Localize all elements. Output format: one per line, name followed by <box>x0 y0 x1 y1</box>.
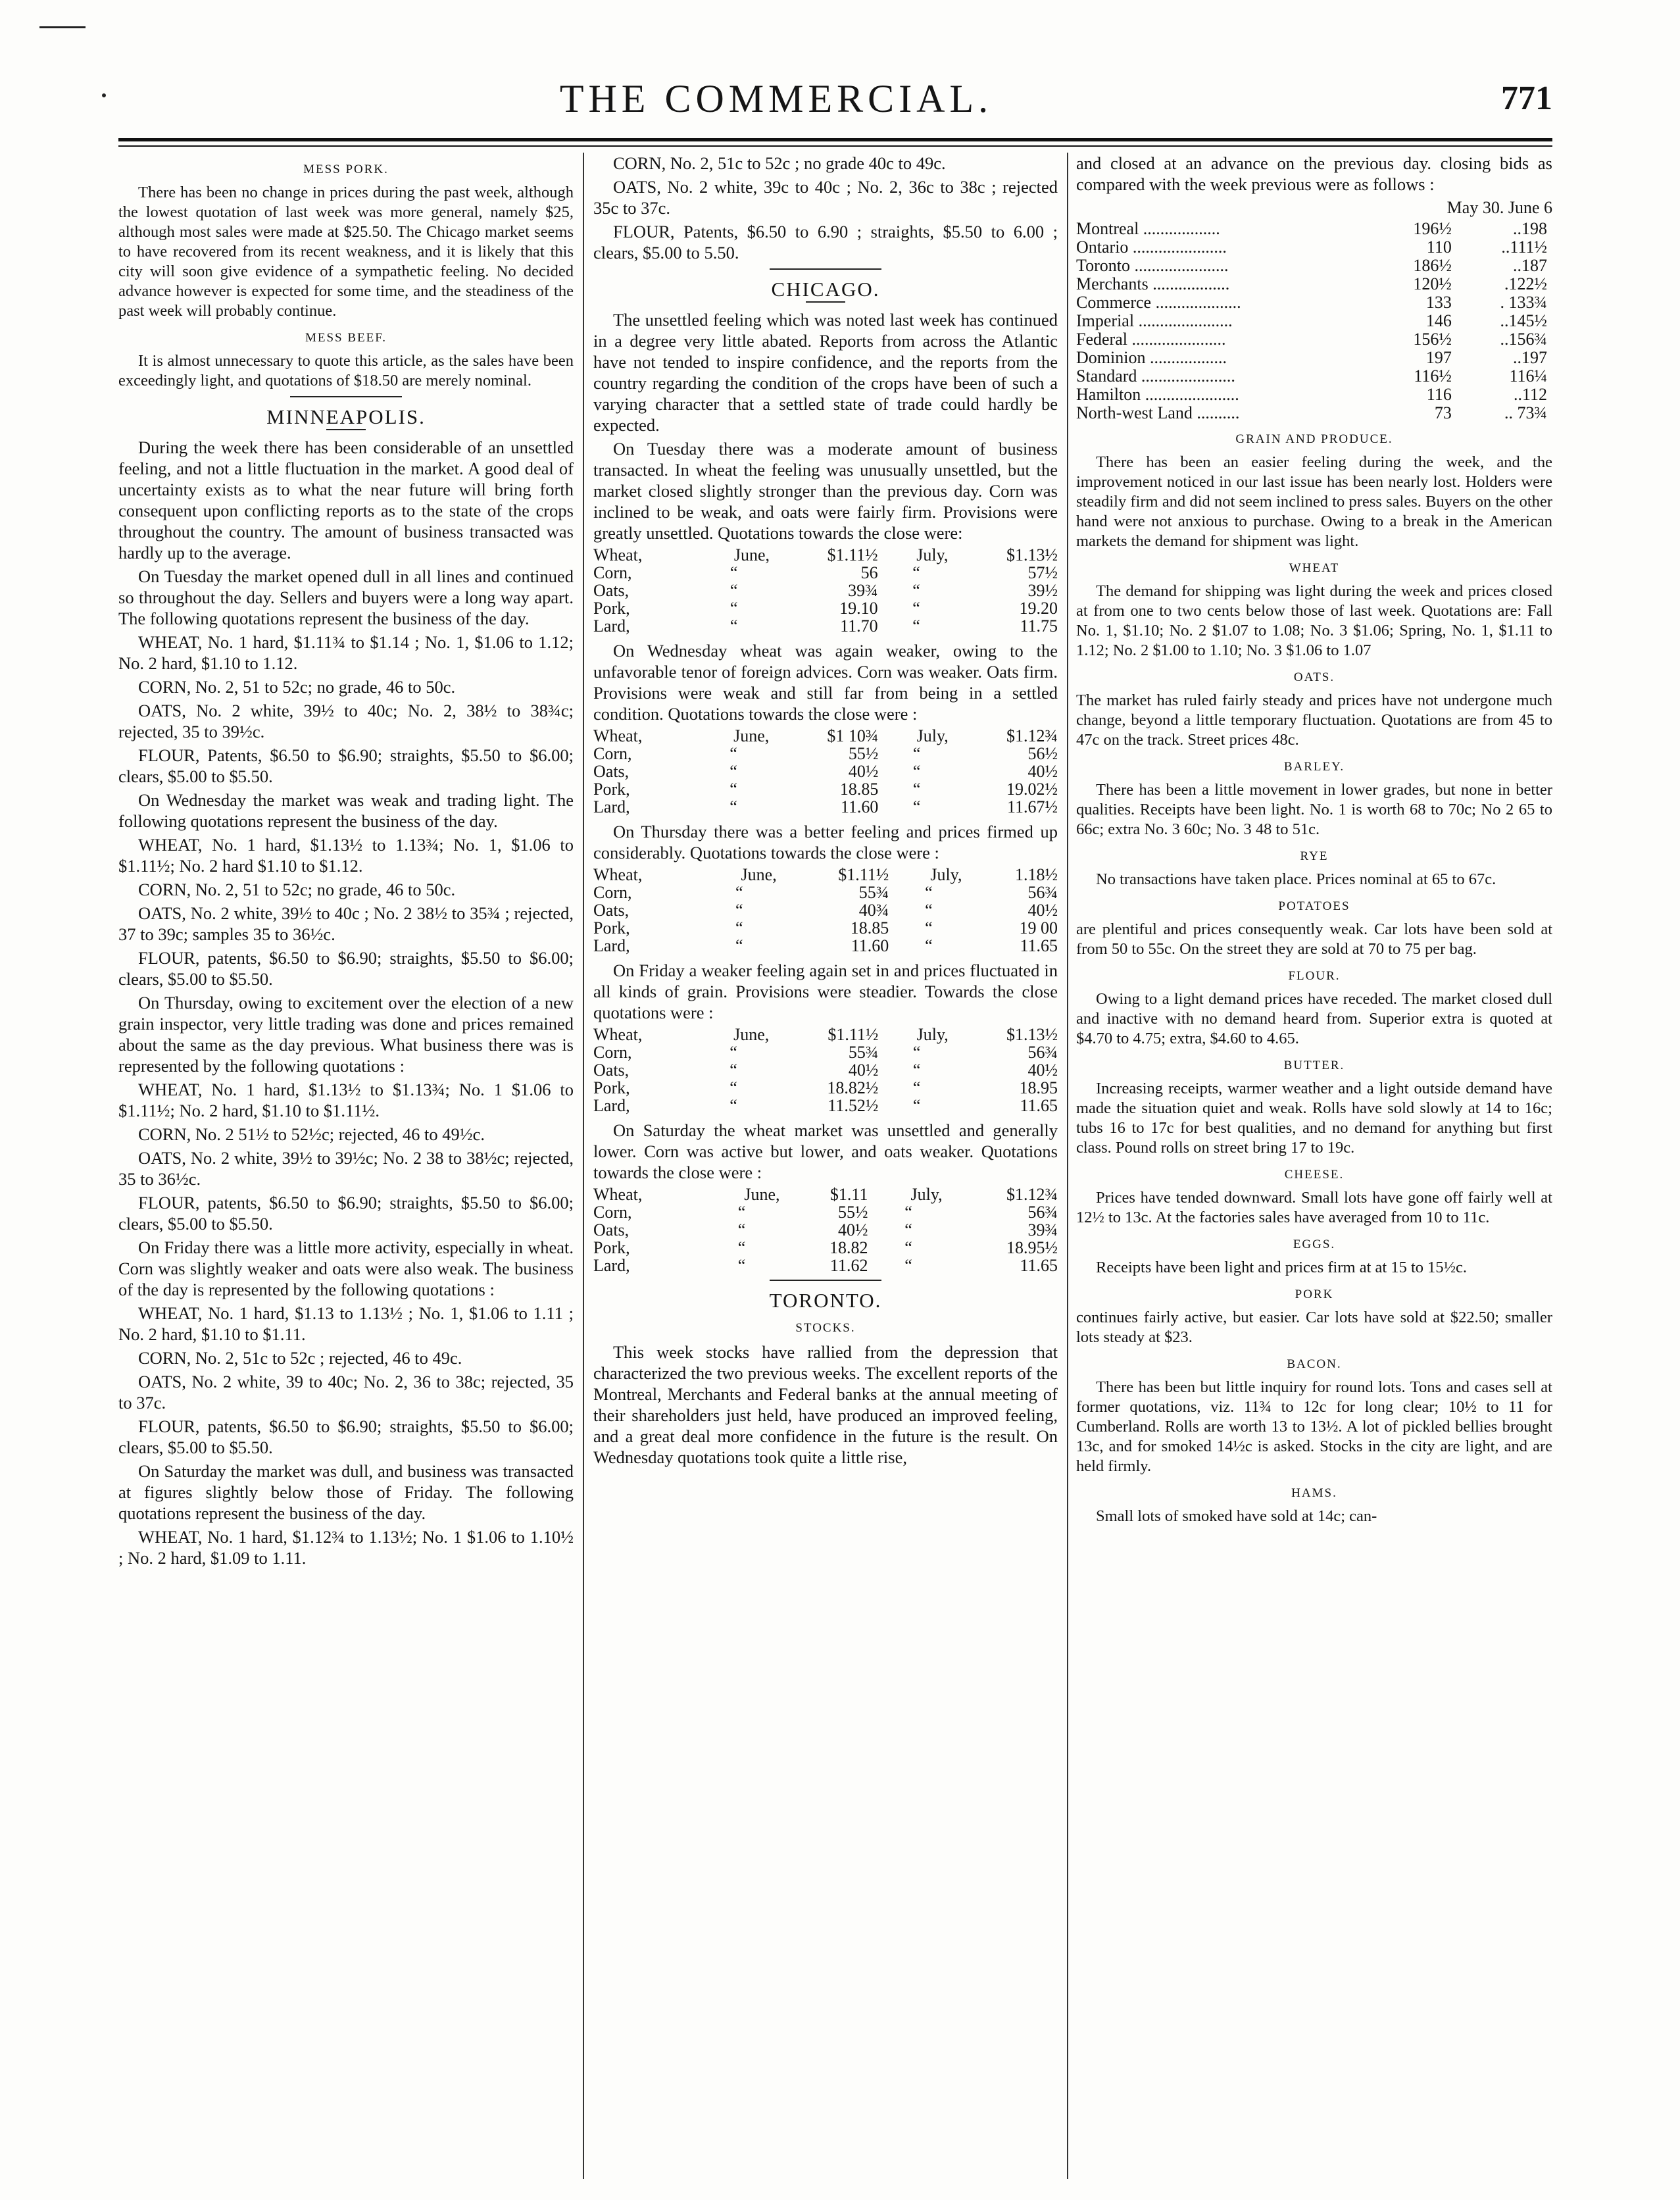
stock-name: Standard ...................... <box>1076 366 1235 386</box>
quotation-cell: “ <box>729 1096 737 1115</box>
quotation-cell: Oats, <box>593 762 630 781</box>
quotation-cell: July, <box>910 1185 943 1204</box>
quotation-cell: 40½ <box>1027 762 1058 781</box>
quotation-cell: 18.95 <box>1019 1078 1058 1097</box>
quotation-cell: “ <box>737 1203 746 1222</box>
quotation-cell: $1.12¾ <box>1006 1185 1058 1204</box>
header-rule-thick <box>118 138 1552 141</box>
quotation-cell: “ <box>912 797 921 816</box>
paragraph: Receipts have been light and prices firm at at 15 to 15½c. <box>1096 1259 1468 1276</box>
quotation-row <box>593 745 1058 762</box>
quotation-cell: 40½ <box>1027 1061 1058 1080</box>
quotation-table <box>593 1026 1058 1114</box>
quotation-cell: Corn, <box>593 744 632 763</box>
quotation-cell: 11.52½ <box>828 1096 879 1115</box>
section-heading: PORK <box>1295 1288 1334 1301</box>
quotation-cell: “ <box>735 883 743 902</box>
quotation-cell: July, <box>916 726 949 745</box>
quotation-cell: “ <box>912 762 921 781</box>
quotation-row <box>593 564 1058 582</box>
paragraph: On Wednesday the market was weak and trading light. The following quotations represent the business of the day. <box>118 790 574 831</box>
paragraph: This week stocks have rallied from the depression that characterized the two previous weeks. The excellent reports of the Montreal, Merchants and Federal banks at the annual meeting of their shareholders just held, have produced an improved feeling, and a great deal more confidence in the future is the result. On Wednesday quotations took quite a little rise, <box>593 1342 1058 1467</box>
section-heading: POTATOES <box>1278 899 1350 913</box>
quotation: CORN, No. 2, 51 to 52c; no grade, 46 to 50c. <box>138 677 456 697</box>
quotation-cell: 11.60 <box>840 797 879 816</box>
quotation-row <box>593 1203 1058 1221</box>
quotation-cell: June, <box>741 865 777 884</box>
paragraph: On Saturday the market was dull, and business was transacted at figures slightly below those of Friday. The following quotations represent the business of the day. <box>118 1461 574 1523</box>
stock-price: ..187 <box>1513 256 1547 275</box>
paragraph: Prices have tended downward. Small lots have gone off fairly well at 12½ to 13c. At the factories sales have averaged from 10 to 11c. <box>1076 1189 1552 1226</box>
quotation-cell: “ <box>737 1220 746 1239</box>
quotation-cell: Pork, <box>593 1238 630 1257</box>
quotation: WHEAT, No. 1 hard, $1.13½ to $1.13¾; No. 1 $1.06 to $1.11½; No. 2 hard, $1.10 to $1.11½. <box>118 1080 574 1120</box>
quotation-row <box>593 582 1058 599</box>
quotation-cell: 56¾ <box>1027 1203 1058 1222</box>
masthead-title: THE COMMERCIAL. <box>559 77 993 120</box>
quotation-cell: “ <box>912 563 920 582</box>
stock-price: ..112 <box>1513 385 1547 404</box>
quotation-cell: “ <box>729 581 738 600</box>
quotation-cell: $1.12¾ <box>1006 726 1058 745</box>
quotation-cell: 18.82½ <box>827 1078 879 1097</box>
quotation-cell: Oats, <box>593 1220 630 1239</box>
quotation-cell: “ <box>912 581 920 600</box>
quotation-cell: “ <box>735 901 743 920</box>
quotation-cell: 11.75 <box>1020 616 1058 636</box>
quotation-cell: 40¾ <box>858 901 889 920</box>
quotation-cell: “ <box>729 616 738 636</box>
stock-price: 110 <box>1426 238 1452 257</box>
section-heading: BACON. <box>1287 1357 1342 1371</box>
quotation: CORN, No. 2, 51c to 52c ; no grade 40c to 49c. <box>613 153 946 173</box>
quotation-cell: 55¾ <box>858 883 889 902</box>
quotation-cell: Corn, <box>593 1203 632 1222</box>
stock-price: 146 <box>1425 311 1452 330</box>
quotation-cell: 55¾ <box>848 1043 879 1062</box>
quotation-cell: 18.85 <box>839 780 879 799</box>
paragraph: continues fairly active, but easier. Car lots have sold at $22.50; smaller lots steady at $23. <box>1076 1309 1552 1346</box>
paragraph: Increasing receipts, warmer weather and a light outside demand have made the situation quiet and weak. Rolls have sold slowly at 14 to 16c; tubs 16 to 17c for best qualities, and no demand for anything but first class. Pound rolls on street bring 17 to 19c. <box>1076 1080 1552 1157</box>
quotation-row <box>593 599 1058 617</box>
paragraph: Owing to a light demand prices have receded. The market closed dull and inactive with no demand heard from. Superior extra is quoted at $4.70 to 4.75; extra, $4.60 to 4.65. <box>1076 990 1552 1047</box>
quotation-cell: 19.20 <box>1019 599 1058 618</box>
stock-name: Hamilton ...................... <box>1076 385 1239 404</box>
stock-row <box>1076 293 1552 312</box>
quotation-row <box>593 617 1058 635</box>
paragraph: and closed at an advance on the previous day. closing bids as compared with the week previous were as follows : <box>1076 153 1552 194</box>
quotation-row <box>593 1079 1058 1097</box>
quotation: OATS, No. 2 white, 39½ to 40c; No. 2, 38½ to 38¾c; rejected, 35 to 39½c. <box>118 701 574 741</box>
quotation-cell: Oats, <box>593 1061 630 1080</box>
paragraph: The unsettled feeling which was noted last week has continued in a degree very little abated. Reports from across the Atlantic have not tended to inspire confidence, and the reports from the country regarding the condition of the crops have been of such a varying character that a settled state of trade could hardly be expected. <box>593 310 1058 435</box>
quotation-cell: 18.85 <box>850 918 889 938</box>
quotation-cell: Lard, <box>593 1096 630 1115</box>
quotation-cell: “ <box>912 1061 921 1080</box>
section-heading: MESS PORK. <box>303 162 389 176</box>
stock-name: Ontario ...................... <box>1076 238 1227 257</box>
paragraph: On Saturday the wheat market was unsettled and generally lower. Corn was active but lower, and oats weaker. Quotations towards the close were : <box>593 1120 1058 1182</box>
stock-row <box>1076 349 1552 367</box>
quotation-cell: Corn, <box>593 563 632 582</box>
paragraph: The market has ruled fairly steady and prices have not undergone much change, beyond a little temporary fluctuation. Quotations are from 45 to 47c on the track. Street prices 48c. <box>1076 691 1552 749</box>
stock-row <box>1076 330 1552 349</box>
quotation-cell: Lard, <box>593 936 630 955</box>
quotation-cell: “ <box>729 1078 737 1097</box>
stock-name: North-west Land .......... <box>1076 403 1240 422</box>
stock-price: 156½ <box>1413 330 1452 349</box>
quotation: WHEAT, No. 1 hard, $1.13½ to 1.13¾; No. 1, $1.06 to $1.11½; No. 2 hard $1.10 to $1.12. <box>118 835 574 876</box>
section-heading: EGGS. <box>1293 1238 1336 1251</box>
column-1 <box>118 153 574 2179</box>
quotation-cell: “ <box>729 797 737 816</box>
quotation-cell: Lard, <box>593 616 630 636</box>
quotation-cell: “ <box>737 1256 746 1275</box>
stock-price: 116¼ <box>1509 366 1547 386</box>
stock-price: .122½ <box>1504 274 1547 293</box>
quotation-cell: 11.70 <box>840 616 878 636</box>
stock-name: Toronto ...................... <box>1076 256 1229 275</box>
quotation-cell: “ <box>912 1078 921 1097</box>
section-heading: MESS BEEF. <box>305 331 387 345</box>
quotation-cell: “ <box>912 780 921 799</box>
quotation-cell: Wheat, <box>593 726 643 745</box>
quotation-cell: “ <box>735 936 743 955</box>
stock-name: Dominion .................. <box>1076 348 1227 367</box>
quotation: OATS, No. 2 white, 39½ to 40c ; No. 2 38½ to 35¾ ; rejected, 37 to 39c; samples 35 to 36½c. <box>118 903 574 944</box>
quotation-cell: Pork, <box>593 599 630 618</box>
section-heading: GRAIN AND PRODUCE. <box>1235 432 1393 446</box>
quotation-cell: Corn, <box>593 883 632 902</box>
quotation: CORN, No. 2 51½ to 52½c; rejected, 46 to 49½c. <box>138 1124 485 1144</box>
section-heading: CHEESE. <box>1284 1168 1345 1182</box>
quotation-row <box>593 1061 1058 1079</box>
paragraph: On Tuesday the market opened dull in all lines and continued so throughout the day. Sellers and buyers were a long way apart. The following quotations represent the business of the day. <box>118 566 574 628</box>
quotation-cell: “ <box>904 1203 912 1222</box>
quotation-cell: “ <box>904 1256 912 1275</box>
city-heading: MINNEAPOLIS. <box>266 405 426 428</box>
quotation-table <box>593 546 1058 635</box>
quotation-cell: Corn, <box>593 1043 632 1062</box>
stock-row <box>1076 220 1552 238</box>
quotation: FLOUR, patents, $6.50 to $6.90; straights, $5.50 to $6.00; clears, $5.00 to $5.50. <box>118 948 574 989</box>
quotation-cell: “ <box>729 780 737 799</box>
quotation-cell: “ <box>729 762 737 781</box>
header-rule-thin <box>118 145 1552 147</box>
quotation-cell: 11.67½ <box>1006 797 1058 816</box>
quotation-cell: Wheat, <box>593 1185 643 1204</box>
quotation-cell: 40½ <box>848 762 879 781</box>
quotation-cell: Oats, <box>593 581 630 600</box>
paragraph: There has been an easier feeling during the week, and the improvement noticed in our last issue has been nearly lost. Holders were steadily firm and did not seem inclined to press sales. Buyers on the other hand were not anxious to purchase. Owing to a break in the American markets the demand for shipment was light. <box>1076 453 1552 550</box>
quotation-cell: “ <box>912 599 920 618</box>
stock-row <box>1076 386 1552 404</box>
paragraph: On Thursday there was a better feeling and prices firmed up considerably. Quotations towards the close were : <box>593 822 1058 863</box>
quotation-cell: Wheat, <box>593 1025 643 1044</box>
stock-name: Montreal .................. <box>1076 219 1220 238</box>
paragraph: On Friday a weaker feeling again set in and prices fluctuated in all kinds of grain. Provisions were steadier. Towards the close quotations were : <box>593 961 1058 1022</box>
quotation-row <box>593 1043 1058 1061</box>
corner-rule <box>39 26 86 28</box>
stock-price: 116½ <box>1414 366 1452 386</box>
margin-dot <box>102 93 106 97</box>
quotation-cell: “ <box>729 563 738 582</box>
quotation-cell: Oats, <box>593 901 630 920</box>
quotation-cell: $1.11 <box>829 1185 868 1204</box>
quotation: FLOUR, Patents, $6.50 to 6.90 ; straights, $5.50 to 6.00 ; clears, $5.00 to 5.50. <box>593 222 1058 262</box>
stock-price: 116 <box>1426 385 1452 404</box>
section-heading: STOCKS. <box>795 1321 856 1335</box>
paragraph: No transactions have taken place. Prices nominal at 65 to 67c. <box>1096 870 1496 888</box>
quotation-cell: 56½ <box>1027 744 1058 763</box>
quotation-cell: June, <box>733 726 770 745</box>
stock-row <box>1076 312 1552 330</box>
quotation-cell: “ <box>925 918 933 938</box>
quotation-cell: “ <box>737 1238 746 1257</box>
quotation-cell: “ <box>729 599 738 618</box>
quotation: CORN, No. 2, 51 to 52c; no grade, 46 to 50c. <box>138 880 456 899</box>
paragraph: On Friday there was a little more activity, especially in wheat. Corn was slightly weaker and oats were also weak. The business of the day is represented by the following quotations : <box>118 1238 574 1299</box>
stock-price: 196½ <box>1413 219 1452 238</box>
quotation: CORN, No. 2, 51c to 52c ; rejected, 46 to 49c. <box>138 1348 462 1368</box>
stock-row <box>1076 275 1552 293</box>
quotation-row <box>593 1221 1058 1239</box>
column-divider <box>1067 153 1068 2179</box>
quotation-cell: 40½ <box>837 1220 868 1239</box>
quotation-table <box>593 1186 1058 1274</box>
quotation-cell: “ <box>925 936 933 955</box>
quotation-cell: 39½ <box>1027 581 1058 600</box>
quotation-cell: 56¾ <box>1027 883 1058 902</box>
paragraph: The demand for shipping was light during the week and prices closed at from one to two cents below those of last week. Quotations are: Fall No. 1, $1.10; No. 2 $1.07 to 1.08; No. 3 $1.06; Spring, No. 1, $1.11 to 1.12; No. 2 $1.00 to 1.10; No. 3 $1.06 to 1.07 <box>1076 582 1552 659</box>
quotation-row <box>593 884 1058 901</box>
quotation-cell: July, <box>916 1025 949 1044</box>
quotation-row <box>593 866 1058 884</box>
quotation-cell: 19 00 <box>1019 918 1058 938</box>
quotation-cell: “ <box>912 1043 921 1062</box>
stock-price: ..197 <box>1513 348 1547 367</box>
stock-name: Merchants .................. <box>1076 274 1230 293</box>
stocks-date-header: May 30. June 6 <box>1446 198 1552 217</box>
paragraph: Small lots of smoked have sold at 14c; can- <box>1096 1507 1377 1525</box>
quotation-table <box>593 866 1058 955</box>
quotation: FLOUR, patents, $6.50 to $6.90; straights, $5.50 to $6.00; clears, $5.00 to $5.50. <box>118 1193 574 1234</box>
paragraph: There has been a little movement in lower grades, but none in better qualities. Receipts have been light. No. 1 is worth 68 to 70c; No 2 65 to 66c; extra No. 3 60c; No. 3 48 to 51c. <box>1076 781 1552 838</box>
quotation: OATS, No. 2 white, 39 to 40c; No. 2, 36 to 38c; rejected, 35 to 37c. <box>118 1372 574 1412</box>
stock-row <box>1076 367 1552 386</box>
quotation-cell: July, <box>916 545 949 564</box>
quotation-cell: “ <box>729 1061 737 1080</box>
paragraph: There has been but little inquiry for round lots. Tons and cases sell at former quotations, viz. 11¾ to 12c for long clear; 10½ to 11 for Cumberland. Rolls are worth 13 to 13½. A lot of pickled bellies brought 13c, and for smoked 14½c is asked. Stocks in the city are light, and are held firmly. <box>1076 1378 1552 1475</box>
stock-row <box>1076 257 1552 275</box>
stocks-table <box>1076 220 1552 422</box>
quotation-cell: 1.18½ <box>1015 865 1058 884</box>
quotation-cell: “ <box>904 1238 912 1257</box>
separator-rule <box>770 1280 881 1281</box>
quotation-cell: 19.02½ <box>1006 780 1058 799</box>
section-heading: BARLEY. <box>1283 760 1345 774</box>
quotation-cell: $1.13½ <box>1006 545 1058 564</box>
quotation-cell: Lard, <box>593 1256 630 1275</box>
quotation-row <box>593 1186 1058 1203</box>
quotation-cell: “ <box>912 616 920 636</box>
stock-price: 186½ <box>1413 256 1452 275</box>
quotation: WHEAT, No. 1 hard, $1.12¾ to 1.13½; No. 1 $1.06 to 1.10½ ; No. 2 hard, $1.09 to 1.11. <box>118 1527 574 1568</box>
column-2 <box>593 153 1058 2179</box>
quotation-cell: 39¾ <box>1027 1220 1058 1239</box>
stock-price: ..198 <box>1513 219 1547 238</box>
stock-row <box>1076 404 1552 422</box>
quotation-row <box>593 762 1058 780</box>
quotation: OATS, No. 2 white, 39½ to 39½c; No. 2 38 to 38½c; rejected, 35 to 36½c. <box>118 1148 574 1189</box>
quotation-cell: 55½ <box>848 744 879 763</box>
quotation-cell: 56 <box>860 563 878 582</box>
quotation-cell: $1.13½ <box>1006 1025 1058 1044</box>
quotation-cell: “ <box>729 1043 737 1062</box>
section-heading: WHEAT <box>1289 561 1340 575</box>
quotation-cell: “ <box>925 901 933 920</box>
section-heading: BUTTER. <box>1283 1059 1345 1072</box>
quotation: WHEAT, No. 1 hard, $1.11¾ to $1.14 ; No. 1, $1.06 to 1.12; No. 2 hard, $1.10 to 1.12. <box>118 632 574 673</box>
quotation-cell: “ <box>729 744 737 763</box>
quotation: WHEAT, No. 1 hard, $1.13 to 1.13½ ; No. 1, $1.06 to 1.11 ; No. 2 hard, $1.10 to $1.11. <box>118 1303 574 1344</box>
quotation: FLOUR, patents, $6.50 to $6.90; straights, $5.50 to $6.00; clears, $5.00 to $5.50. <box>118 1416 574 1457</box>
quotation-row <box>593 780 1058 798</box>
quotation-cell: $1.11½ <box>827 545 878 564</box>
quotation-cell: $1.11½ <box>838 865 889 884</box>
quotation-cell: “ <box>912 1096 921 1115</box>
quotation-row <box>593 1239 1058 1257</box>
paragraph: are plentiful and prices consequently weak. Car lots have been sold at from 50 to 55c. On the street they are sold at 70 to 75 per bag. <box>1076 920 1552 958</box>
quotation-row <box>593 1257 1058 1274</box>
stock-name: Commerce .................... <box>1076 293 1241 312</box>
quotation-row <box>593 798 1058 816</box>
stock-price: ..111½ <box>1501 238 1547 257</box>
stock-price: 133 <box>1425 293 1452 312</box>
quotation-cell: June, <box>744 1185 780 1204</box>
quotation-cell: 40½ <box>848 1061 879 1080</box>
quotation-cell: 56¾ <box>1027 1043 1058 1062</box>
quotation-cell: 40½ <box>1027 901 1058 920</box>
quotation-cell: Wheat, <box>593 545 643 564</box>
quotation-cell: 19.10 <box>839 599 878 618</box>
quotation-cell: $1 10¾ <box>827 726 879 745</box>
quotation-cell: $1.11½ <box>828 1025 879 1044</box>
quotation-cell: Wheat, <box>593 865 643 884</box>
paragraph: On Tuesday there was a moderate amount of business transacted. In wheat the feeling was unusually unsettled, but the market closed slightly stronger than the previous day. Corn was inclined to be weak, and oats were fairly firm. Provisions were greatly unsettled. Quotations towards the close were: <box>593 439 1058 543</box>
quotation-cell: “ <box>925 883 933 902</box>
stock-price: 73 <box>1434 403 1452 422</box>
quotation-cell: 11.60 <box>851 936 889 955</box>
quotation-cell: 18.82 <box>829 1238 868 1257</box>
quotation-cell: 11.65 <box>1020 1256 1058 1275</box>
paragraph: During the week there has been considerable of an unsettled feeling, and not a little fluctuation in the market. A good deal of uncertainty exists as to what the near future will bring forth consequent upon conflicting reports as to the state of the crops throughout the country. The amount of business transacted was hardly up to the average. <box>118 438 574 562</box>
quotation-row <box>593 546 1058 564</box>
section-heading: RYE <box>1300 849 1329 863</box>
quotation-cell: Pork, <box>593 780 630 799</box>
quotation-row <box>593 901 1058 919</box>
quotation-cell: June, <box>733 1025 770 1044</box>
quotation-cell: 18.95½ <box>1006 1238 1058 1257</box>
stock-row <box>1076 238 1552 257</box>
stock-price: . 133¾ <box>1500 293 1547 312</box>
quotation-row <box>593 727 1058 745</box>
quotation-cell: 39¾ <box>848 581 878 600</box>
paragraph: It is almost unnecessary to quote this article, as the sales have been exceedingly light, and quotations of $18.50 are merely nominal. <box>118 352 574 389</box>
quotation-cell: 11.65 <box>1020 936 1058 955</box>
quotation-cell: “ <box>912 744 921 763</box>
city-heading: TORONTO. <box>769 1289 882 1312</box>
quotation-cell: 57½ <box>1027 563 1058 582</box>
quotation-cell: 11.65 <box>1020 1096 1058 1115</box>
quotation-row <box>593 1026 1058 1043</box>
separator-rule <box>290 396 402 397</box>
quotation-cell: “ <box>735 918 743 938</box>
stock-price: ..145½ <box>1500 311 1547 330</box>
quotation: OATS, No. 2 white, 39c to 40c ; No. 2, 36c to 38c ; rejected 35c to 37c. <box>593 177 1058 218</box>
quotation-cell: Pork, <box>593 918 630 938</box>
paragraph: On Wednesday wheat was again weaker, owing to the unfavorable tenor of foreign advices. Corn was weaker. Oats firm. Provisions were weak and still far from being in a settled condition. Quotations towards the close were : <box>593 641 1058 724</box>
paragraph: There has been no change in prices during the past week, although the lowest quotation of last week was more general, namely $25, although most sales were made at $25.50. The Chicago market seems to have recovered from its recent weakness, and it is likely that this city will soon give evidence of a sympathetic feeling. No decided advance however is expected for some time, and the steadiness of the past week will probably continue. <box>118 184 574 320</box>
section-heading: OATS. <box>1293 670 1335 684</box>
quotation-cell: June, <box>733 545 770 564</box>
stock-name: Imperial ...................... <box>1076 311 1233 330</box>
page-header <box>118 72 1552 125</box>
stock-price: ..156¾ <box>1500 330 1547 349</box>
quotation-cell: July, <box>930 865 962 884</box>
quotation-row <box>593 937 1058 955</box>
section-heading: FLOUR. <box>1288 969 1341 983</box>
heading-rule <box>326 429 366 430</box>
stock-price: .. 73¾ <box>1504 403 1547 422</box>
quotation-row <box>593 1097 1058 1114</box>
stock-name: Federal ...................... <box>1076 330 1226 349</box>
heading-rule <box>806 301 845 303</box>
quotation-cell: Pork, <box>593 1078 630 1097</box>
quotation-row <box>593 919 1058 937</box>
city-heading: CHICAGO. <box>771 278 880 301</box>
quotation-table <box>593 727 1058 816</box>
quotation-cell: Lard, <box>593 797 630 816</box>
page-number: 771 <box>1501 80 1552 117</box>
stock-price: 197 <box>1425 348 1452 367</box>
stock-price: 120½ <box>1413 274 1452 293</box>
column-3 <box>1076 153 1552 2179</box>
quotation-cell: 11.62 <box>829 1256 868 1275</box>
section-heading: HAMS. <box>1291 1486 1337 1500</box>
column-divider <box>583 153 584 2179</box>
separator-rule <box>770 268 881 270</box>
paragraph: On Thursday, owing to excitement over the election of a new grain inspector, very little trading was done and prices remained about the same as the day previous. What business there was is represented by the following quotations : <box>118 993 574 1076</box>
quotation-cell: 55½ <box>837 1203 868 1222</box>
quotation: FLOUR, Patents, $6.50 to $6.90; straights, $5.50 to $6.00; clears, $5.00 to $5.50. <box>118 745 574 786</box>
quotation-cell: “ <box>904 1220 912 1239</box>
